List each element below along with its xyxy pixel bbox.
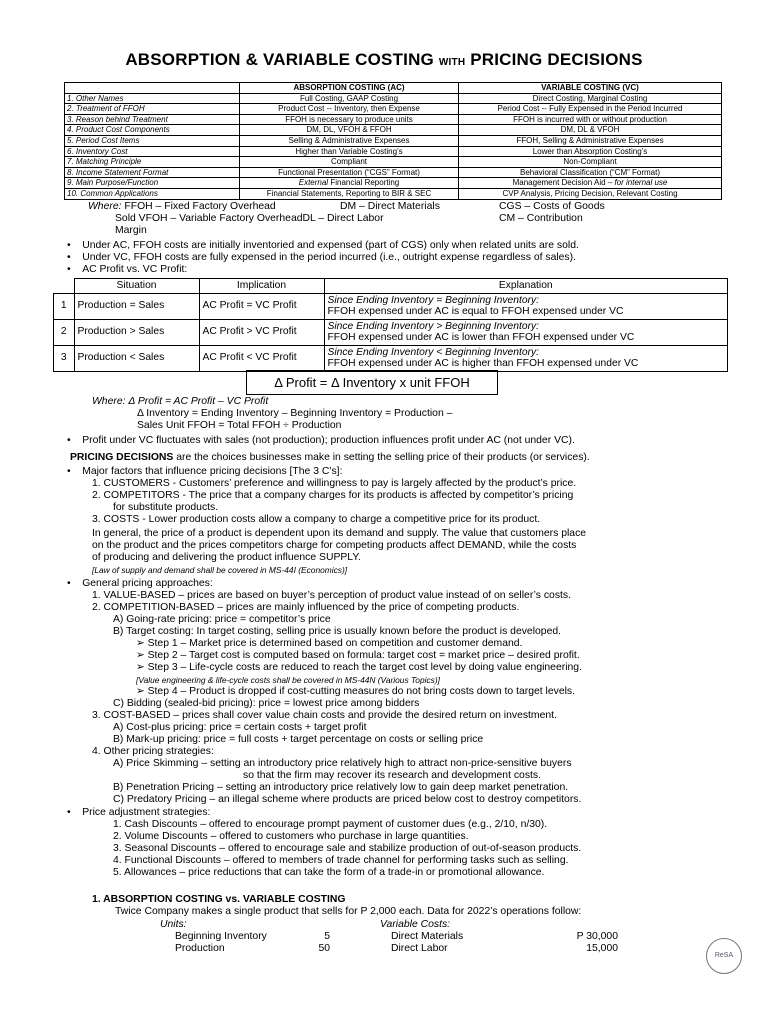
table-row — [65, 167, 722, 178]
row-label: 7. Matching Principle — [65, 157, 240, 168]
table-row — [54, 319, 728, 345]
bullet-profit-compare: • AC Profit vs. VC Profit: — [67, 264, 188, 275]
row-label: 1. Other Names — [65, 93, 240, 104]
table-row — [54, 345, 728, 371]
table-row — [54, 293, 728, 319]
implication-cell: AC Profit = VC Profit — [199, 293, 324, 319]
table-cell: Full Costing, GAAP Costing — [240, 93, 459, 104]
table-cell: Financial Statements, Reporting to BIR & SEC — [240, 188, 459, 199]
row-number: 2 — [54, 319, 75, 345]
table-cell: Direct Costing, Marginal Costing — [459, 93, 722, 104]
table-cell: DM, DL & VFOH — [459, 125, 722, 136]
row-label: 10. Common Applications — [65, 188, 240, 199]
table-row — [65, 93, 722, 104]
problem-c: Direct Labor — [391, 943, 448, 954]
problem-l: Beginning Inventory — [175, 931, 267, 942]
explanation-cell: Since Ending Inventory < Beginning Inventory: FFOH expensed under AC is higher than FFOH expensed under VC — [324, 345, 728, 371]
row-label: 6. Inventory Cost — [65, 146, 240, 157]
table-row — [65, 125, 722, 136]
problem-l: Production — [175, 943, 225, 954]
table-cell: DM, DL, VFOH & FFOH — [240, 125, 459, 136]
where-delta: Where: Δ Profit = AC Profit – VC Profit — [92, 396, 269, 407]
table-cell: External Financial Reporting — [240, 178, 459, 189]
table-header-row: ABSORPTION COSTING (AC) VARIABLE COSTING (VC) — [65, 83, 722, 94]
table-row — [65, 157, 722, 168]
table-cell: FFOH, Selling & Administrative Expenses — [459, 135, 722, 146]
bullet-vc-profit: • Profit under VC fluctuates with sales (not production); production influences profit under AC (not under VC). — [67, 435, 575, 446]
row-number: 3 — [54, 345, 75, 371]
problem-u: 5 — [324, 931, 330, 942]
row-label: 3. Reason behind Treatment — [65, 114, 240, 125]
implication-cell: AC Profit < VC Profit — [199, 345, 324, 371]
problem-heading: 1. ABSORPTION COSTING vs. VARIABLE COSTING — [92, 894, 346, 905]
problem-c: Direct Materials — [391, 931, 464, 942]
table-cell: Product Cost -- Inventory, then Expense — [240, 104, 459, 115]
bullet-vc: • Under VC, FFOH costs are fully expensed in the period incurred (i.e., outright expense regardless of sales). — [67, 252, 576, 263]
table-cell: Higher than Variable Costing’s — [240, 146, 459, 157]
situation-table: Situation Implication Explanation 1 Production = Sales AC Profit = VC Profit Since Ending Inventory = Beginning Inventory: FFOH expensed under AC is equal to FFOH expensed under VC 2 Production > Sales AC Profit > VC Profit Since Ending Inventory > Beginning Inventory: FFOH expensed under AC is lower than FFOH expensed under VC 3 Production < Sales AC Profit < VC Profit Since Ending Inventory < Beginning Inventory: FFOH expensed under AC is higher than FFOH expensed under VC — [53, 278, 728, 372]
table-cell: Selling & Administrative Expenses — [240, 135, 459, 146]
pricing-definition: PRICING DECISIONS are the choices businesses make in setting the selling price of their products (or services). — [70, 452, 590, 463]
table-cell: FFOH is necessary to produce units — [240, 114, 459, 125]
table-row — [65, 178, 722, 189]
table-cell: Lower than Absorption Costing’s — [459, 146, 722, 157]
table-row — [65, 104, 722, 115]
bullet-ac: • Under AC, FFOH costs are initially inventoried and expensed (part of CGS) only when related units are sold. — [67, 240, 579, 251]
explanation-cell: Since Ending Inventory > Beginning Inventory: FFOH expensed under AC is lower than FFOH expensed under VC — [324, 319, 728, 345]
problem-v: 15,000 — [586, 943, 618, 954]
table-row — [65, 146, 722, 157]
table-row — [65, 114, 722, 125]
problem-v: P 30,000 — [576, 931, 618, 942]
row-number: 1 — [54, 293, 75, 319]
formula-box: Δ Profit = Δ Inventory x unit FFOH — [246, 370, 498, 395]
situation-cell: Production = Sales — [74, 293, 199, 319]
table-cell: Period Cost -- Fully Expensed in the Period Incurred — [459, 104, 722, 115]
document-page: ABSORPTION & VARIABLE COSTING WITH PRICING DECISIONS ABSORPTION COSTING (AC) VARIABLE COSTING (VC) 1. Other Names Full Costing, GAAP Costing Direct Costing, Marginal Costing 2. Treatment of FFOH Product Cost -- Inventory, then Expense Period Cost -- Fully Expensed in the Period Incurred 3. Reason behind Treatment FFOH is necessary to produce units FFOH is incurred with or without production 4. Product Cost Components DM, DL, VFOH & FFOH DM, DL & VFOH 5. Period Cost Items Selling & Administrative Expenses FFOH, Selling & Administrative Expenses 6. Inventory Cost Higher than Variable Costing’s Lower than Absorption Costing’s 7. Matching Principle Compliant Non-Compliant 8. Income Statement Format Functional Presentation (“CGS” Format) Behavioral Classification (“CM” Format) 9. Main Purpose/Function External Financial Reporting Management Decision Aid – for internal use 10. Common Applications Financial Statements, Reporting to BIR & SEC CVP Analysis, Pricing Decision, Relevant Costing Where: FFOH – Fixed Factory Overhead DM – Direct Materials CGS – Costs of Goods Sold VFOH – Variable Factory OverheadDL – Direct Labor CM – Contribution Margin • Under AC, FFOH costs are initially inventoried and expensed (part of CGS) only when related units are sold. • Under VC, FFOH costs are fully expensed in the period incurred (i.e., outright expense regardless of sales). • AC Profit vs. VC Profit: Situation Implication Explanation 1 Production = Sales AC Profit = VC Profit Since Ending Inventory = Beginning Inventory: FFOH expensed under AC is equal to FFOH expensed under VC 2 Production > Sales AC Profit > VC Profit Since Ending Inventory > Beginning Inventory: FFOH expensed under AC is lower than FFOH expensed under VC 3 Production < Sales AC Profit < VC Profit Since Ending Inventory < Beginning Inventory: FFOH expensed under AC is higher than FFOH expensed under VC Δ Profit = Δ Inventory x unit FFOH Where: Δ Profit = AC Profit – VC Profit Δ Inventory = Ending Inventory – Beginning Inventory = Production – Sales Unit FFOH = Total FFOH ÷ Production • Profit under VC fluctuates with sales (not production); production influences profit under AC (not under VC). PRICING DECISIONS are the choices businesses make in setting the selling price of their products (or services). • Major factors that influence pricing decisions [The 3 C’s]: 1. CUSTOMERS - Customers’ preference and willingness to pay is largely affected by the product’s price. 2. COMPETITORS - The price that a company charges for its products is affected by competitor’s pricing for substitute products. 3. COSTS - Lower production costs allow a company to charge a competitive price for its product. In general, the price of a product is dependent upon its demand and supply. The value that customers place on the product and the prices competitors charge for competing products affect DEMAND, while the costs of producing and delivering the product influence SUPPLY. [Law of supply and demand shall be covered in MS-44I (Economics)] • General pricing approaches: 1. VALUE-BASED – prices are based on buyer’s perception of product value instead of on seller’s costs. 2. COMPETITION-BASED – prices are mainly influenced by the price of competing products. A) Going-rate pricing: price = competitor’s price B) Target costing: In target costing, selling price is usually known before the product is developed. ➢ Step 1 – Market price is determined based on competition and customer demand. ➢ Step 2 – Target cost is computed based on formula: target cost = market price – desired profit. ➢ Step 3 – Life-cycle costs are reduced to reach the target cost level by doing value engineering. [Value engineering & life-cycle costs shall be covered in MS-44N (Various Topics)] ➢ Step 4 – Product is dropped if cost-cutting measures do not bring costs down to target levels. C) Bidding (sealed-bid pricing): price = lowest price among bidders 3. COST-BASED – prices shall cover value chain costs and provide the desired return on investment. A) Cost-plus pricing: price = certain costs + target profit B) Mark-up pricing: price = full costs + target percentage on costs or selling price 4. Other pricing strategies: A) Price Skimming – setting an introductory price relatively high to attract non-price-sensitive buyers so that the firm may recover its research and development costs. B) Penetration Pricing – setting an introductory price relatively low to gain deep market penetration. C) Predatory Pricing – an illegal scheme where products are priced below cost to destroy competitors. • Price adjustment strategies: 1. Cash Discounts – offered to encourage prompt payment of customer dues (e.g., 2/10, n/30). 2. Volume Discounts – offered to customers who purchase in large quantities. 3. Seasonal Discounts – offered to encourage sale and stabilize production of out-of-season products. 4. Functional Discounts – offered to members of trade channel for performing tasks such as selling. 5. Allowances – price reductions that can take the form of a trade-in or promotional allowance. 1. ABSORPTION COSTING vs. VARIABLE COSTING Twice Company makes a single product that sells for P 2,000 each. Data for 2022’s operations follow: Units: Variable Costs: Beginning Inventory 5 Direct Materials P 30,000 Production 50 Direct Labor 15,000 ReSA — [0, 0, 768, 1024]
situation-cell: Production < Sales — [74, 345, 199, 371]
where-definitions: Where: FFOH – Fixed Factory Overhead DM – Direct Materials CGS – Costs of Goods — [88, 201, 605, 212]
row-label: 5. Period Cost Items — [65, 135, 240, 146]
situation-cell: Production > Sales — [74, 319, 199, 345]
table-cell: CVP Analysis, Pricing Decision, Relevant Costing — [459, 188, 722, 199]
resa-seal-icon: ReSA — [706, 938, 742, 974]
table-cell: Non-Compliant — [459, 157, 722, 168]
table-row — [65, 188, 722, 199]
row-label: 9. Main Purpose/Function — [65, 178, 240, 189]
table-cell: Behavioral Classification (“CM” Format) — [459, 167, 722, 178]
table-cell: Functional Presentation (“CGS” Format) — [240, 167, 459, 178]
row-label: 4. Product Cost Components — [65, 125, 240, 136]
problem-u: 50 — [318, 943, 330, 954]
explanation-cell: Since Ending Inventory = Beginning Inventory: FFOH expensed under AC is equal to FFOH expensed under VC — [324, 293, 728, 319]
table-cell: FFOH is incurred with or without production — [459, 114, 722, 125]
comparison-table — [64, 82, 722, 200]
row-label: 2. Treatment of FFOH — [65, 104, 240, 115]
implication-cell: AC Profit > VC Profit — [199, 319, 324, 345]
row-label: 8. Income Statement Format — [65, 167, 240, 178]
table-cell: Compliant — [240, 157, 459, 168]
table-row — [65, 135, 722, 146]
page-title: ABSORPTION & VARIABLE COSTING WITH PRICING DECISIONS — [125, 50, 643, 69]
table-cell: Management Decision Aid – for internal use — [459, 178, 722, 189]
